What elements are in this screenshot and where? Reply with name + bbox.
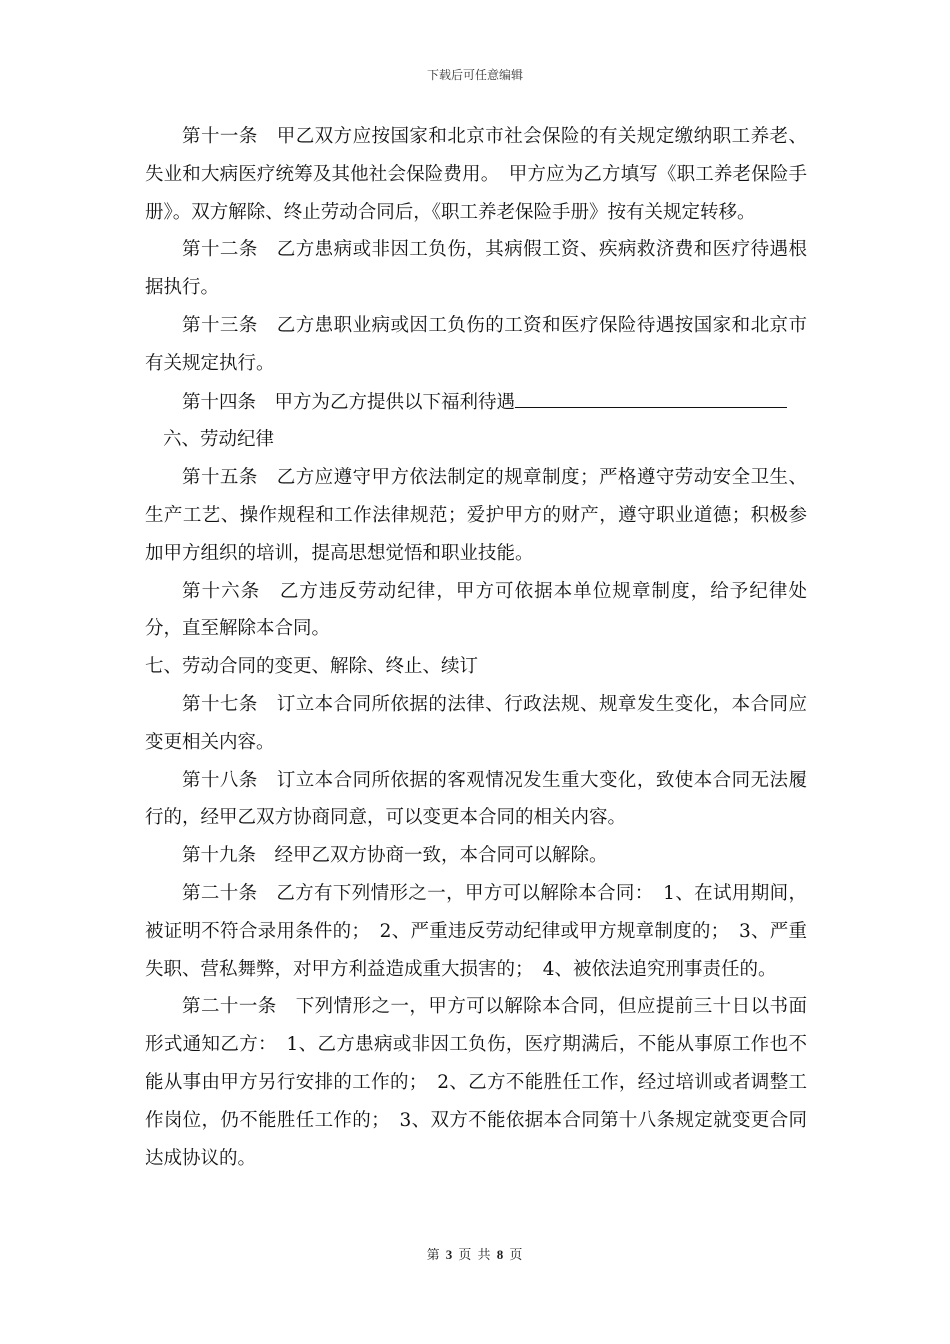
page-header: 下载后可任意编辑 xyxy=(426,68,523,82)
article-20: 第二十条 乙方有下列情形之一，甲方可以解除本合同： 1、在试用期间，被证明不符合录用条件的； 2、严重违反劳动纪律或甲方规章制度的； 3、严重失职、营私舞弊，对甲方利益造成重大损害的； 4、被依法追究刑事责任的。 xyxy=(145,882,807,980)
article-19: 第十九条 经甲乙双方协商一致，本合同可以解除。 xyxy=(182,845,608,867)
article-12: 第十二条 乙方患病或非因工负伤，其病假工资、疾病救济费和医疗待遇根据执行。 xyxy=(145,239,807,299)
article-21: 第二十一条 下列情形之一，甲方可以解除本合同，但应提前三十日以书面形式通知乙方： 1、乙方患病或非因工负伤，医疗期满后，不能从事原工作也不能从事由甲方另行安排的工作的； 2、乙方不能胜任工作，经过培训或者调整工作岗位，仍不能胜任工作的； 3、双方不能依据本合同第十八条规定就变更合同达成协议的。 xyxy=(145,996,807,1169)
article-11: 第十一条 甲乙双方应按国家和北京市社会保险的有关规定缴纳职工养老、失业和大病医疗统筹及其他社会保险费用。 甲方应为乙方填写《职工养老保险手册》。双方解除、终止劳动合同后，《职工养老保险手册》按有关规定转移。 xyxy=(145,126,807,223)
page-prefix: 第 xyxy=(426,1248,441,1263)
article-17: 第十七条 订立本合同所依据的法律、行政法规、规章发生变化，本合同应变更相关内容。 xyxy=(145,693,807,753)
article-16: 第十六条 乙方违反劳动纪律，甲方可依据本单位规章制度，给予纪律处分，直至解除本合同。 xyxy=(145,580,807,640)
article-13: 第十三条 乙方患职业病或因工负伤的工资和医疗保险待遇按国家和北京市有关规定执行。 xyxy=(145,314,807,374)
page-suffix: 页 xyxy=(509,1248,524,1263)
article-15: 第十五条 乙方应遵守甲方依法制定的规章制度；严格遵守劳动安全卫生、生产工艺、操作规程和工作法律规范；爱护甲方的财产，遵守职业道德；积极参加甲方组织的培训，提高思想觉悟和职业技能。 xyxy=(145,467,807,564)
fill-in-blank-line[interactable] xyxy=(515,383,787,408)
page-current: 3 xyxy=(445,1247,454,1262)
article-14 xyxy=(145,383,807,422)
section-heading-7: 七、劳动合同的变更、解除、终止、续订 xyxy=(145,656,479,678)
article-18: 第十八条 订立本合同所依据的客观情况发生重大变化，致使本合同无法履行的，经甲乙双方协商同意，可以变更本合同的相关内容。 xyxy=(145,769,807,829)
page-mid: 页 共 xyxy=(458,1248,492,1263)
section-heading-6: 六、劳动纪律 xyxy=(163,429,275,451)
document-body xyxy=(145,118,807,1177)
article-14-text: 第十四条 甲方为乙方提供以下福利待遇 xyxy=(182,391,516,413)
page-total: 8 xyxy=(496,1247,505,1262)
page-footer xyxy=(0,1244,950,1263)
